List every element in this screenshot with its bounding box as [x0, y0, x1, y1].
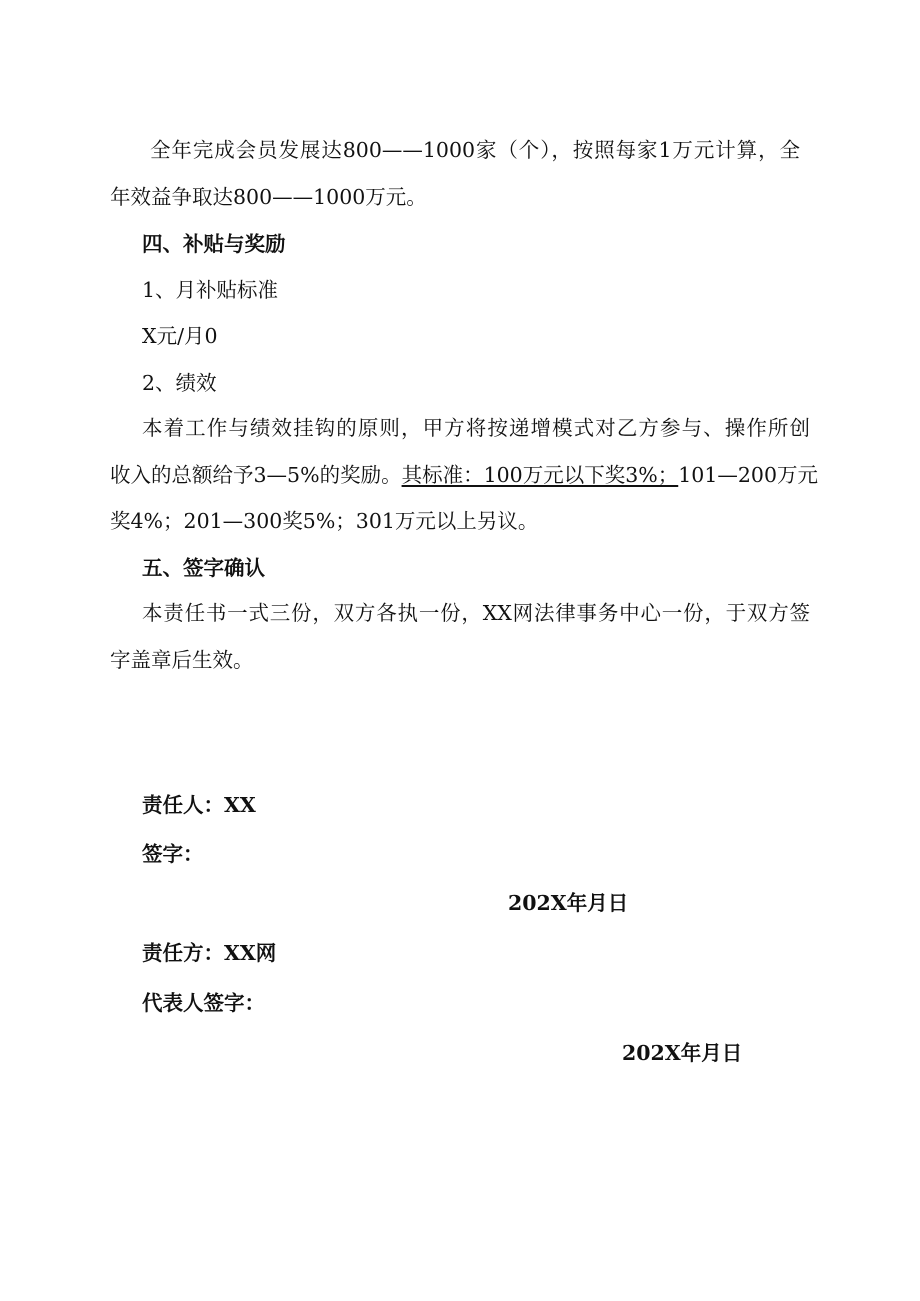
underlined-standard-text: 其标准：100万元以下奖3%；	[401, 463, 679, 487]
responsible-person-label: 责任人：XX	[142, 793, 256, 817]
signing-paragraph-line-2: 字盖章后生效。	[110, 648, 254, 672]
section-4-heading: 四、补贴与奖励	[142, 232, 286, 256]
performance-paragraph-line-2	[110, 462, 818, 488]
performance-paragraph-line-1: 本着工作与绩效挂钩的原则，甲方将按递增模式对乙方参与、操作所创	[142, 416, 810, 440]
date-line-1: 202X年月日	[508, 891, 629, 915]
performance-text: 收入的总额给予3—5%的奖励。	[110, 463, 402, 487]
responsible-party-label: 责任方：XX网	[142, 941, 277, 965]
date-line-2: 202X年月日	[622, 1041, 743, 1065]
performance-paragraph-line-3: 奖4%；201—300奖5%；301万元以上另议。	[110, 509, 539, 533]
signature-label: 签字：	[142, 842, 204, 866]
section-5-heading: 五、签字确认	[142, 556, 265, 580]
paragraph-membership-line-1: 全年完成会员发展达800——1000家（个），按照每家1万元计算，全	[150, 138, 800, 162]
item-2-title: 2、绩效	[142, 371, 217, 395]
representative-signature-label: 代表人签字：	[142, 991, 265, 1015]
paragraph-membership-line-2: 年效益争取达800——1000万元。	[110, 185, 427, 209]
signing-paragraph-line-1: 本责任书一式三份，双方各执一份，XX网法律事务中心一份，于双方签	[142, 601, 810, 625]
item-1-title: 1、月补贴标准	[142, 278, 279, 302]
performance-range-text: 101—200万元	[678, 463, 818, 487]
item-1-value: X元/月0	[142, 324, 218, 348]
